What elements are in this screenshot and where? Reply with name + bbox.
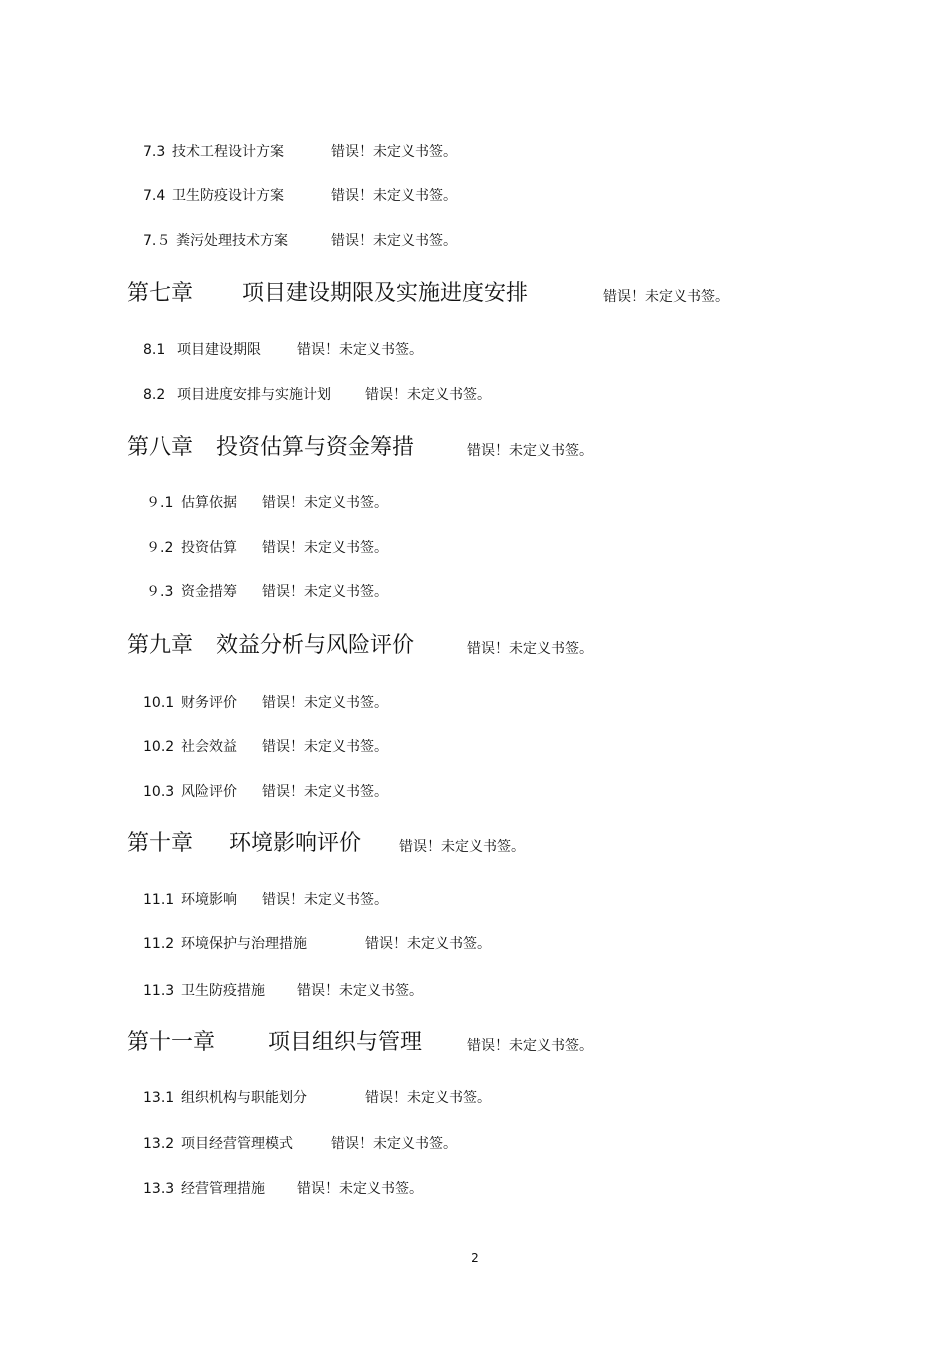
toc-chapter-page-ref: 错误！未定义书签。 — [399, 839, 525, 855]
toc-entry-title: 资金措筹 — [181, 584, 237, 600]
toc-entry-title: 卫生防疫措施 — [181, 983, 265, 999]
toc-entry-number: ９.3 — [146, 584, 174, 600]
toc-entry-title: 环境保护与治理措施 — [181, 936, 307, 952]
toc-entry-page-ref: 错误！未定义书签。 — [331, 188, 457, 204]
toc-entry[interactable] — [0, 740, 950, 758]
toc-chapter[interactable] — [0, 635, 950, 661]
toc-entry-title: 项目建设期限 — [177, 342, 261, 358]
toc-chapter-page-ref: 错误！未定义书签。 — [467, 443, 593, 459]
toc-entry-page-ref: 错误！未定义书签。 — [262, 495, 388, 511]
toc-entry-number: 11.3 — [143, 983, 175, 999]
toc-entry[interactable] — [0, 496, 950, 514]
toc-entry-number: ９.1 — [146, 495, 174, 511]
toc-chapter-number: 第九章 — [127, 633, 194, 658]
toc-chapter[interactable] — [0, 283, 950, 309]
toc-entry-title: 项目进度安排与实施计划 — [177, 387, 331, 403]
toc-chapter[interactable] — [0, 1032, 950, 1058]
toc-entry-title: 经营管理措施 — [181, 1181, 265, 1197]
toc-entry-page-ref: 错误！未定义书签。 — [331, 1136, 457, 1152]
toc-entry-number: 7.５ — [143, 233, 171, 249]
toc-chapter-page-ref: 错误！未定义书签。 — [467, 1038, 593, 1054]
toc-entry-title: 投资估算 — [181, 540, 237, 556]
toc-entry-number: ９.2 — [146, 540, 174, 556]
toc-chapter-number: 第八章 — [127, 435, 194, 460]
toc-entry-page-ref: 错误！未定义书签。 — [331, 233, 457, 249]
toc-chapter-number: 第十一章 — [127, 1030, 216, 1055]
toc-entry-page-ref: 错误！未定义书签。 — [297, 342, 423, 358]
toc-entry[interactable] — [0, 145, 950, 163]
toc-entry-number: 10.2 — [143, 739, 175, 755]
toc-entry[interactable] — [0, 1091, 950, 1109]
toc-entry[interactable] — [0, 541, 950, 559]
toc-chapter-title: 项目建设期限及实施进度安排 — [242, 281, 529, 306]
toc-entry[interactable] — [0, 388, 950, 406]
toc-entry-page-ref: 错误！未定义书签。 — [262, 540, 388, 556]
toc-chapter[interactable] — [0, 437, 950, 463]
toc-chapter-page-ref: 错误！未定义书签。 — [467, 641, 593, 657]
toc-entry[interactable] — [0, 585, 950, 603]
toc-entry-number: 8.2 — [143, 387, 166, 403]
toc-entry-page-ref: 错误！未定义书签。 — [297, 983, 423, 999]
toc-entry-page-ref: 错误！未定义书签。 — [262, 695, 388, 711]
toc-entry[interactable] — [0, 785, 950, 803]
toc-entry-title: 卫生防疫设计方案 — [172, 188, 284, 204]
toc-entry-number: 13.1 — [143, 1090, 175, 1106]
toc-entry-page-ref: 错误！未定义书签。 — [331, 144, 457, 160]
toc-entry-page-ref: 错误！未定义书签。 — [262, 584, 388, 600]
toc-entry-number: 11.1 — [143, 892, 175, 908]
toc-entry-number: 11.2 — [143, 936, 175, 952]
toc-entry-title: 风险评价 — [181, 784, 237, 800]
toc-entry-page-ref: 错误！未定义书签。 — [365, 1090, 491, 1106]
toc-entry-number: 8.1 — [143, 342, 166, 358]
toc-chapter-number: 第七章 — [127, 281, 194, 306]
toc-entry-title: 技术工程设计方案 — [172, 144, 284, 160]
toc-chapter[interactable] — [0, 833, 950, 859]
toc-entry-page-ref: 错误！未定义书签。 — [365, 387, 491, 403]
toc-entry-number: 7.3 — [143, 144, 166, 160]
toc-entry-title: 组织机构与职能划分 — [181, 1090, 307, 1106]
toc-entry[interactable] — [0, 937, 950, 955]
toc-entry[interactable] — [0, 1182, 950, 1200]
toc-entry-number: 10.1 — [143, 695, 175, 711]
toc-chapter-title: 环境影响评价 — [229, 831, 362, 856]
toc-entry-page-ref: 错误！未定义书签。 — [365, 936, 491, 952]
toc-entry-title: 粪污处理技术方案 — [176, 233, 288, 249]
toc-entry[interactable] — [0, 343, 950, 361]
toc-entry-title: 财务评价 — [181, 695, 237, 711]
toc-chapter-title: 项目组织与管理 — [268, 1030, 423, 1055]
toc-entry-page-ref: 错误！未定义书签。 — [262, 739, 388, 755]
toc-entry[interactable] — [0, 984, 950, 1002]
toc-entry[interactable] — [0, 696, 950, 714]
toc-entry-title: 项目经营管理模式 — [181, 1136, 293, 1152]
toc-chapter-page-ref: 错误！未定义书签。 — [603, 289, 729, 305]
toc-entry[interactable] — [0, 893, 950, 911]
toc-entry-number: 13.3 — [143, 1181, 175, 1197]
toc-entry-title: 社会效益 — [181, 739, 237, 755]
toc-entry-page-ref: 错误！未定义书签。 — [262, 892, 388, 908]
toc-entry-page-ref: 错误！未定义书签。 — [297, 1181, 423, 1197]
toc-entry-title: 环境影响 — [181, 892, 237, 908]
toc-chapter-number: 第十章 — [127, 831, 194, 856]
toc-entry-page-ref: 错误！未定义书签。 — [262, 784, 388, 800]
page-number: 2 — [471, 1251, 479, 1265]
toc-entry[interactable] — [0, 1137, 950, 1155]
toc-entry-number: 13.2 — [143, 1136, 175, 1152]
toc-entry-number: 10.3 — [143, 784, 175, 800]
toc-entry[interactable] — [0, 234, 950, 252]
toc-entry-title: 估算依据 — [181, 495, 237, 511]
toc-entry[interactable] — [0, 189, 950, 207]
toc-entry-number: 7.4 — [143, 188, 166, 204]
toc-chapter-title: 效益分析与风险评价 — [216, 633, 415, 658]
toc-chapter-title: 投资估算与资金筹措 — [216, 435, 415, 460]
